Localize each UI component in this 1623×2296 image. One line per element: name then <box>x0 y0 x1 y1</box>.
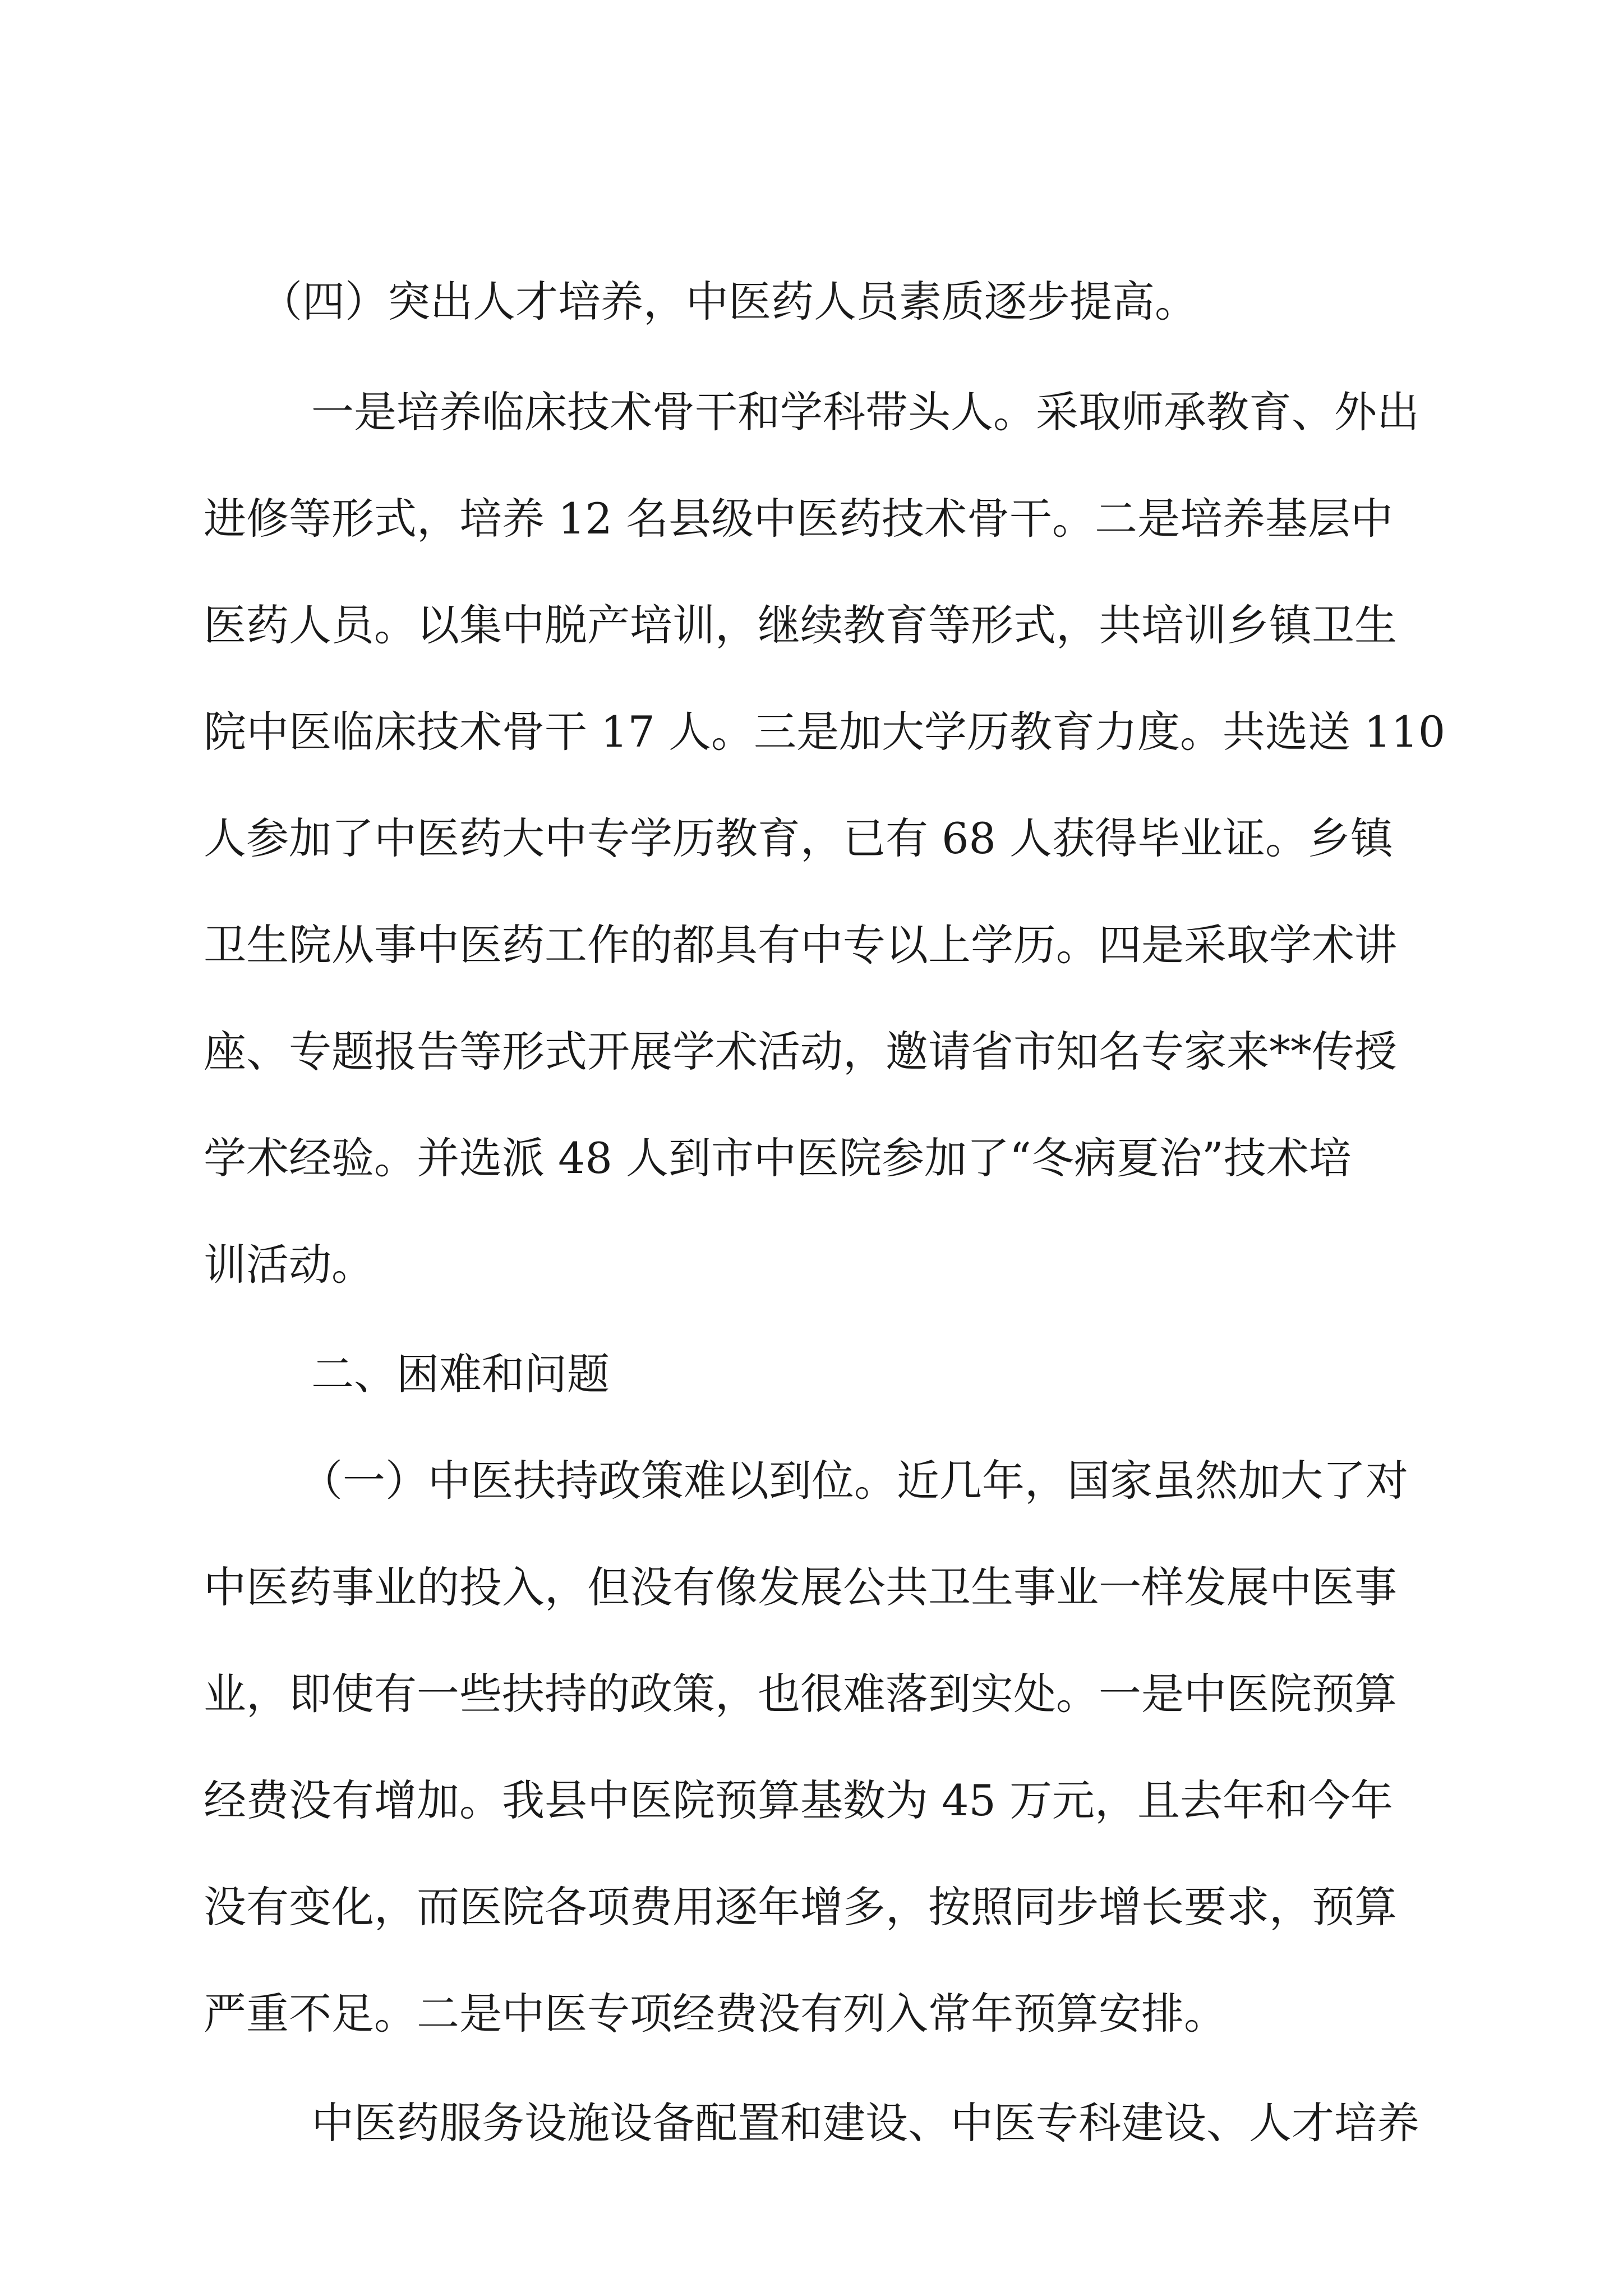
section-heading: 二、困难和问题 <box>311 1349 610 1399</box>
text-line: 医药人员。以集中脱产培训，继续教育等形式，共培训乡镇卫生 <box>204 600 1397 650</box>
text-line: 经费没有增加。我县中医院预算基数为 45 万元，且去年和今年 <box>204 1775 1394 1825</box>
text-line: 训活动。 <box>204 1240 374 1290</box>
text-line: 座、专题报告等形式开展学术活动，邀请省市知名专家来**传授 <box>204 1027 1397 1076</box>
text-line: 一是培养临床技术骨干和学科带头人。采取师承教育、外出 <box>311 387 1419 437</box>
text-line: 院中医临床技术骨干 17 人。三是加大学历教育力度。共选送 110 <box>204 707 1446 757</box>
text-line: （一）中医扶持政策难以到位。近几年，国家虽然加大了对 <box>300 1456 1408 1506</box>
text-line: 卫生院从事中医药工作的都具有中专以上学历。四是采取学术讲 <box>204 920 1397 970</box>
text-line: 学术经验。并选派 48 人到市中医院参加了“冬病夏治”技术培 <box>204 1133 1352 1183</box>
text-line: 业，即使有一些扶持的政策，也很难落到实处。一是中医院预算 <box>204 1669 1397 1719</box>
text-line: 严重不足。二是中医专项经费没有列入常年预算安排。 <box>204 1989 1227 2039</box>
text-line: 没有变化，而医院各项费用逐年增多，按照同步增长要求，预算 <box>204 1882 1397 1932</box>
text-line: 中医药服务设施设备配置和建设、中医专科建设、人才培养 <box>311 2098 1419 2148</box>
text-line: 进修等形式，培养 12 名县级中医药技术骨干。二是培养基层中 <box>204 494 1394 544</box>
text-line: 中医药事业的投入，但没有像发展公共卫生事业一样发展中医事 <box>204 1562 1397 1612</box>
text-line: （四）突出人才培养，中医药人员素质逐步提高。 <box>260 277 1197 326</box>
text-line: 人参加了中医药大中专学历教育，已有 68 人获得毕业证。乡镇 <box>204 813 1394 863</box>
